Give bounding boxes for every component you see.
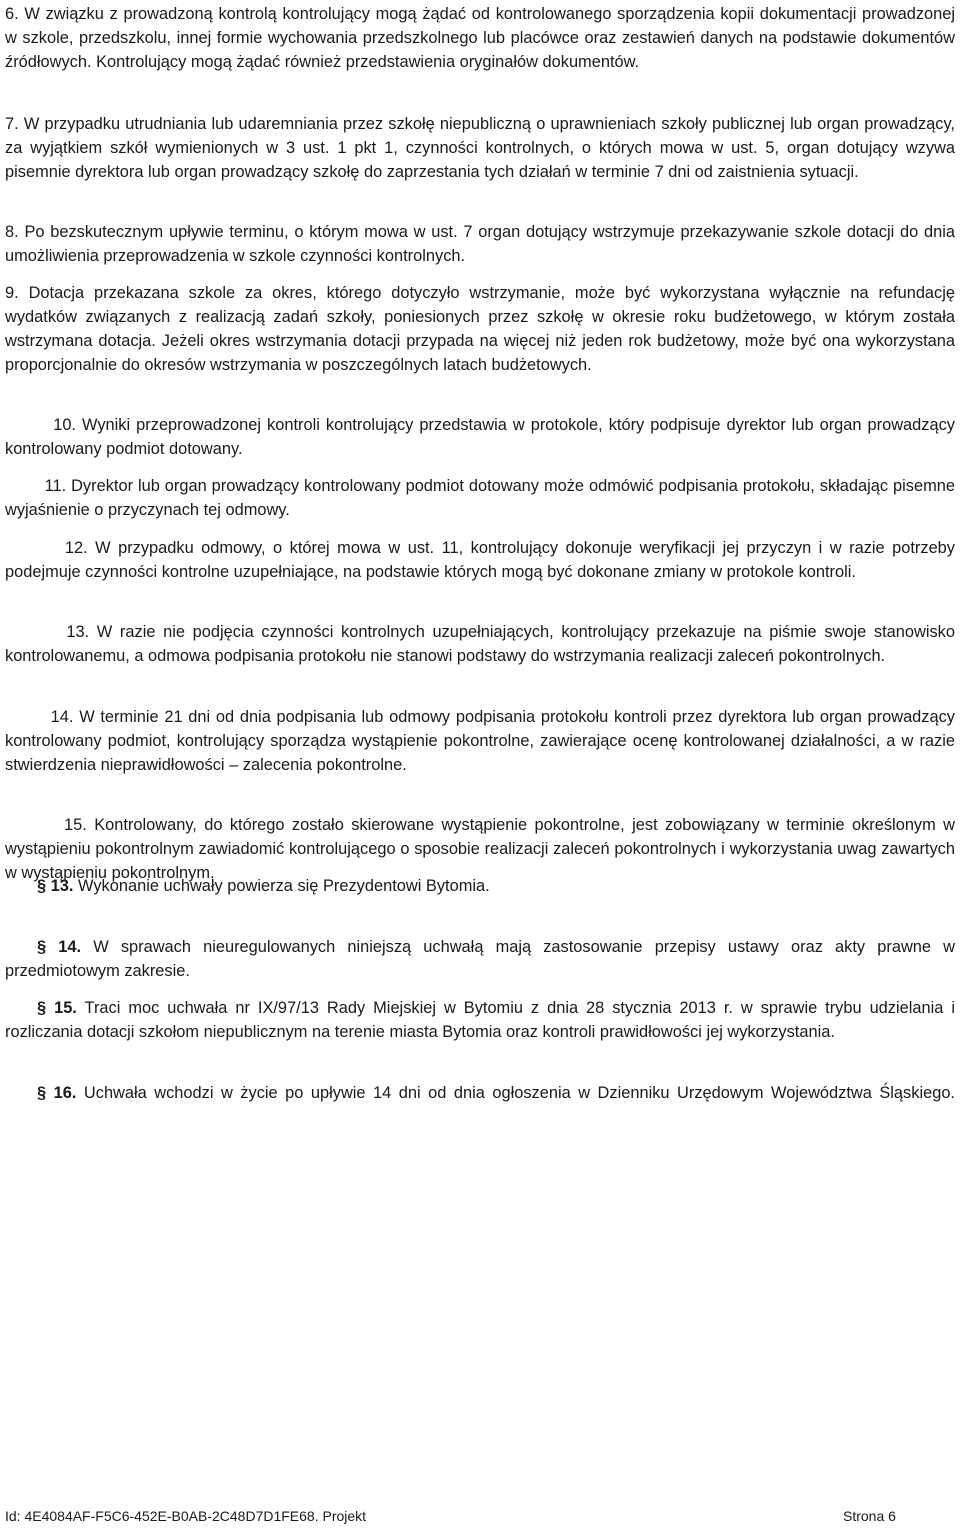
paragraph-number: 7. <box>5 115 19 133</box>
section-13 <box>5 874 955 898</box>
section-text: W sprawach nieuregulowanych niniejszą uchwałą mają zastosowanie przepisy ustawy oraz akty prawne w przedmiotowym zakresie. <box>5 938 955 980</box>
paragraph-8 <box>5 220 955 268</box>
paragraph-11 <box>5 474 955 522</box>
paragraph-text: Kontrolowany, do którego zostało skierowane wystąpienie pokontrolne, jest zobowiązany w terminie określonym w wystąpieniu pokontrolnym zawiadomić kontrolującego o sposobie realizacji zaleceń pokontrolnych i wykorzystania uwag zawartych w wystąpieniu pokontrolnym. <box>5 816 955 882</box>
section-text: Wykonanie uchwały powierza się Prezydentowi Bytomia. <box>78 877 490 895</box>
paragraph-6 <box>5 2 955 74</box>
paragraph-9 <box>5 281 955 377</box>
section-15 <box>5 996 955 1044</box>
section-text: Traci moc uchwała nr IX/97/13 Rady Miejskiej w Bytomiu z dnia 28 stycznia 2013 r. w sprawie trybu udzielania i rozliczania dotacji szkołom niepublicznym na terenie miasta Bytomia oraz kontroli prawidłowości jej wykorzystania. <box>5 999 955 1041</box>
paragraph-text: Wyniki przeprowadzonej kontroli kontrolujący przedstawia w protokole, który podpisuje dyrektor lub organ prowadzący kontrolowany podmiot dotowany. <box>5 416 955 458</box>
paragraph-text: Po bezskutecznym upływie terminu, o którym mowa w ust. 7 organ dotujący wstrzymuje przekazywanie szkole dotacji do dnia umożliwienia przeprowadzenia w szkole czynności kontrolnych. <box>5 223 955 265</box>
paragraph-number: 10. <box>53 416 76 434</box>
paragraph-text: Dyrektor lub organ prowadzący kontrolowany podmiot dotowany może odmówić podpisania protokołu, składając pisemne wyjaśnienie o przyczynach tej odmowy. <box>5 477 955 519</box>
paragraph-13 <box>5 620 955 668</box>
paragraph-14 <box>5 705 955 777</box>
section-label: § 16. <box>37 1084 77 1102</box>
paragraph-number: 13. <box>66 623 90 641</box>
section-16 <box>5 1081 955 1105</box>
paragraph-text: Dotacja przekazana szkole za okres, którego dotyczyło wstrzymanie, może być wykorzystana wyłącznie na refundację wydatków związanych z realizacją zadań szkoły, poniesionych przez szkołę w okresie roku budżetowego, w którym została wstrzymana dotacja. Jeżeli okres wstrzymania dotacji przypada na więcej niż jeden rok budżetowy, może być ona wykorzystana proporcjonalnie do okresów wstrzymania w poszczególnych latach budżetowych. <box>5 284 955 374</box>
paragraph-number: 12. <box>64 539 88 557</box>
paragraph-text: W przypadku odmowy, o której mowa w ust. 11, kontrolujący dokonuje weryfikacji jej przyczyn i w razie potrzeby podejmuje czynności kontrolne uzupełniające, na podstawie których mogą być dokonane zmiany w protokole kontroli. <box>5 539 955 581</box>
paragraph-text: W przypadku utrudniania lub udaremniania przez szkołę niepubliczną o uprawnieniach szkoły publicznej lub organ prowadzący, za wyjątkiem szkół wymienionych w 3 ust. 1 pkt 1, czynności kontrolnych, o których mowa w ust. 5, organ dotujący wzywa pisemnie dyrektora lub organ prowadzący szkołę do zaprzestania tych działań w terminie 7 dni od zaistnienia sytuacji. <box>5 115 955 181</box>
paragraph-10 <box>5 413 955 461</box>
paragraph-number: 9. <box>5 284 19 302</box>
section-label: § 15. <box>37 999 77 1017</box>
section-label: § 13. <box>37 877 74 895</box>
paragraph-text: W związku z prowadzoną kontrolą kontrolujący mogą żądać od kontrolowanego sporządzenia kopii dokumentacji prowadzonej w szkole, przedszkolu, innej formie wychowania przedszkolnego lub placówce oraz zestawień danych na podstawie dokumentów źródłowych. Kontrolujący mogą żądać również przedstawienia oryginałów dokumentów. <box>5 5 956 71</box>
document-id: Id: 4E4084AF-F5C6-452E-B0AB-2C48D7D1FE68. Projekt <box>5 1508 367 1524</box>
paragraph-7 <box>5 112 955 184</box>
paragraph-text: W terminie 21 dni od dnia podpisania lub odmowy podpisania protokołu kontroli przez dyrektora lub organ prowadzący kontrolowany podmiot, kontrolujący sporządza wystąpienie pokontrolne, zawierające ocenę kontrolowanej działalności, a w razie stwierdzenia nieprawidłowości – zalecenia pokontrolne. <box>5 708 956 774</box>
page-number: Strona 6 <box>843 1508 896 1524</box>
section-text: Uchwała wchodzi w życie po upływie 14 dni od dnia ogłoszenia w Dzienniku Urzędowym Województwa Śląskiego. <box>83 1084 955 1102</box>
paragraph-12 <box>5 536 955 584</box>
paragraph-number: 14. <box>50 708 74 726</box>
paragraph-number: 15. <box>64 816 87 834</box>
paragraph-number: 6. <box>5 5 19 23</box>
section-label: § 14. <box>37 938 82 956</box>
paragraph-text: W razie nie podjęcia czynności kontrolnych uzupełniających, kontrolujący przekazuje na piśmie swoje stanowisko kontrolowanemu, a odmowa podpisania protokołu nie stanowi podstawy do wstrzymania realizacji zaleceń pokontrolnych. <box>5 623 955 665</box>
section-14 <box>5 935 955 983</box>
paragraph-number: 11. <box>44 477 67 495</box>
paragraph-number: 8. <box>5 223 19 241</box>
